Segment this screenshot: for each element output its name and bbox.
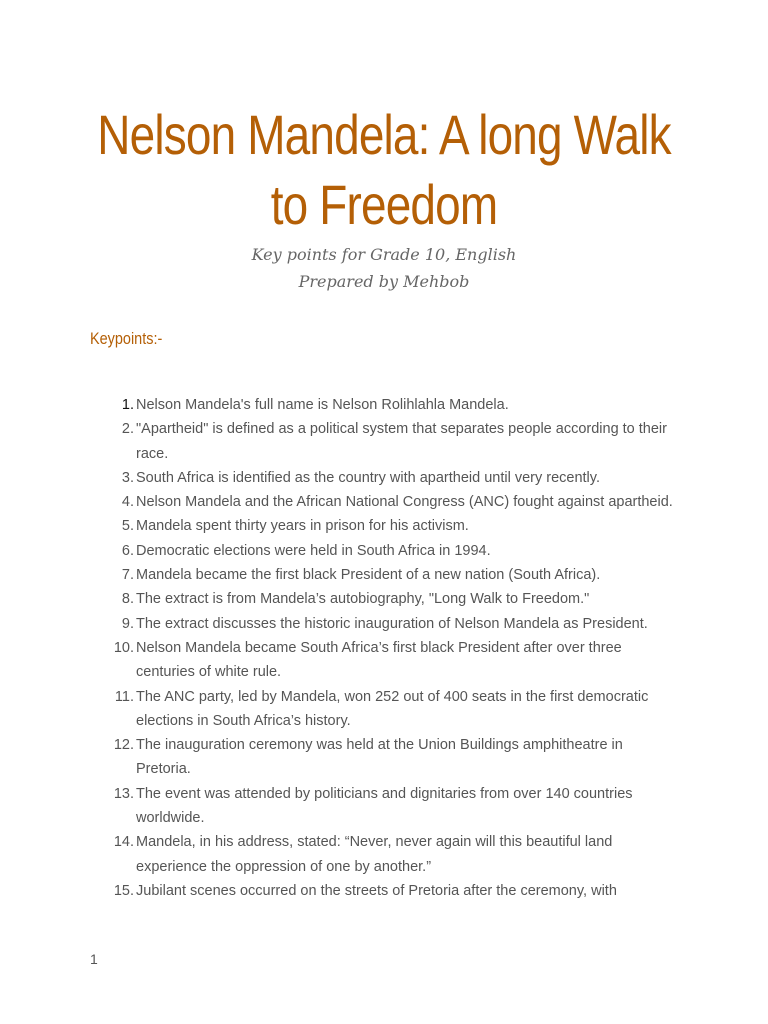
list-item-text: The extract is from Mandela’s autobiography, "Long Walk to Freedom.": [136, 591, 590, 608]
list-item-number: 11.: [114, 688, 134, 705]
list-item: [110, 782, 680, 831]
list-item-text: Democratic elections were held in South Africa in 1994.: [136, 542, 491, 559]
document-title: [69, 100, 699, 240]
list-item-number: 7.: [121, 567, 134, 584]
list-item-number: 10.: [113, 639, 134, 656]
keypoints-list: [110, 393, 680, 903]
list-item-text: Jubilant scenes occurred on the streets of Pretoria after the ceremony, with: [136, 882, 617, 899]
list-item-number: 4.: [121, 494, 134, 511]
list-item-text: The extract discusses the historic inauguration of Nelson Mandela as President.: [136, 615, 648, 632]
list-item-text: The ANC party, led by Mandela, won 252 out of 400 seats in the first democratic elections in South Africa’s history.: [136, 688, 649, 729]
list-item: [110, 733, 680, 782]
list-item-text: Nelson Mandela and the African National Congress (ANC) fought against apartheid.: [136, 494, 673, 511]
subtitle-line-1: Key points for Grade 10, English: [251, 245, 517, 264]
list-item-number: 6.: [121, 542, 134, 559]
section-heading-keypoints: Keypoints:-: [90, 329, 163, 348]
list-item-text: The event was attended by politicians and dignitaries from over 140 countries worldwide.: [136, 785, 633, 827]
list-item-number: 15.: [113, 882, 134, 899]
title-line-2: to Freedom: [270, 173, 498, 236]
list-item: [110, 563, 680, 587]
title-line-1: Nelson Mandela: A long Walk: [97, 103, 671, 166]
list-item: [110, 393, 680, 417]
list-item-number: 1.: [121, 397, 134, 413]
list-item-text: Nelson Mandela's full name is Nelson Rolihlahla Mandela.: [136, 397, 509, 413]
document-subtitle: [0, 241, 768, 295]
list-item-number: 13.: [113, 785, 134, 802]
list-item-text: Mandela spent thirty years in prison for his activism.: [136, 518, 469, 535]
list-item-number: 12.: [113, 737, 134, 754]
list-item-number: 8.: [121, 591, 134, 608]
list-item: [110, 587, 680, 611]
list-item-text: South Africa is identified as the country with apartheid until very recently.: [136, 469, 600, 486]
list-item: [110, 830, 680, 879]
list-item: [110, 879, 680, 903]
list-item: [110, 514, 680, 538]
list-item: [110, 490, 680, 514]
list-item: [110, 539, 680, 563]
list-item: [110, 417, 680, 466]
list-item-number: 5.: [121, 518, 134, 535]
list-item-text: "Apartheid" is defined as a political system that separates people according to their race.: [136, 421, 667, 462]
list-item-number: 3.: [121, 469, 134, 486]
list-item-number: 2.: [121, 421, 134, 438]
list-item: [110, 685, 680, 734]
list-item-text: Mandela became the first black President of a new nation (South Africa).: [136, 567, 601, 584]
list-item-number: 14.: [113, 834, 134, 851]
list-item-text: Nelson Mandela became South Africa’s first black President after over three centuries of white rule.: [136, 639, 622, 681]
subtitle-line-2: Prepared by Mehbob: [298, 272, 470, 291]
list-item-text: Mandela, in his address, stated: “Never, never again will this beautiful land experience the oppression of one by another.”: [136, 834, 613, 875]
list-item-number: 9.: [121, 615, 134, 632]
list-item-text: The inauguration ceremony was held at the Union Buildings amphitheatre in Pretoria.: [136, 737, 623, 778]
list-item: [110, 636, 680, 685]
list-item: [110, 612, 680, 636]
list-item: [110, 466, 680, 490]
page-number: 1: [90, 951, 98, 967]
